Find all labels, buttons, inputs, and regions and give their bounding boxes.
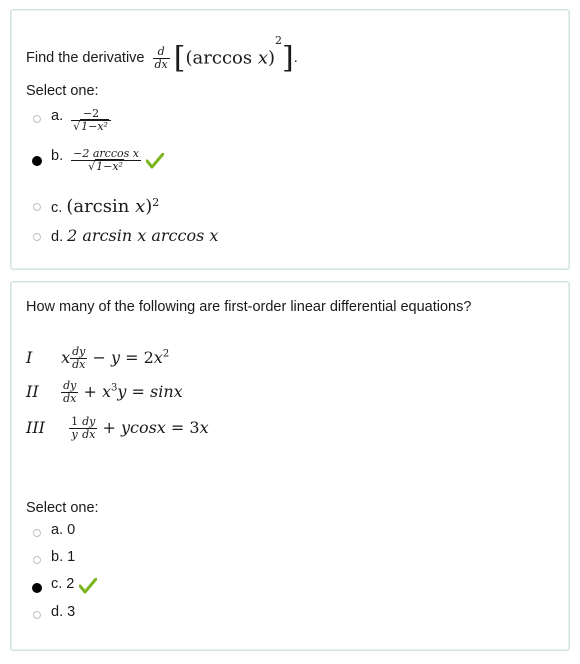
option-b[interactable]: b. $\frac{\text{−2 arccos x}}{\text{√1−x²}}$ [51, 147, 139, 173]
option-b-radio[interactable] [32, 156, 42, 166]
question-1-select-label: Select one: [26, 83, 99, 99]
option-a[interactable]: a. 0 [51, 522, 76, 538]
correct-check-icon [146, 153, 164, 169]
option-a-radio[interactable] [33, 529, 41, 537]
option-c[interactable]: c. (arcsin x)$^2$ [51, 196, 160, 217]
option-c[interactable]: c. 2 [51, 576, 75, 592]
option-a-radio[interactable] [33, 115, 41, 123]
equation-3: III $\frac{1}{y}$ $\frac{dy}{dx}$ + ycosx = 3x [26, 415, 209, 441]
equation-2: II $\frac{dy}{dx}$ + $x^3y = \sin x$ [26, 379, 183, 405]
option-c-radio[interactable] [32, 583, 42, 593]
question-1-prompt: Find the derivative $\frac{d}{dx}$ [(arccos x)$^2$]. [26, 34, 298, 76]
correct-check-icon [79, 578, 97, 594]
option-d-radio[interactable] [33, 611, 41, 619]
question-2-prompt: How many of the following are first-order linear differential equations? [26, 299, 472, 315]
option-d[interactable]: d. 2 arcsin x arccos x [51, 226, 219, 245]
option-a[interactable]: a. $\frac{-2}{\text{√1−x²}}$ [51, 108, 111, 133]
option-b[interactable]: b. 1 [51, 549, 76, 565]
option-c-radio[interactable] [33, 203, 41, 211]
question-1-card [10, 9, 570, 270]
option-b-radio[interactable] [33, 556, 41, 564]
derivative-operator: $\frac{d}{dx}$ [154, 44, 168, 71]
equation-1: I x $\frac{dy}{dx}$ − $y = 2x^2$ [26, 345, 170, 371]
question-2-card [10, 281, 570, 651]
option-d-radio[interactable] [33, 233, 41, 241]
question-2-select-label: Select one: [26, 500, 99, 516]
option-d[interactable]: d. 3 [51, 604, 76, 620]
